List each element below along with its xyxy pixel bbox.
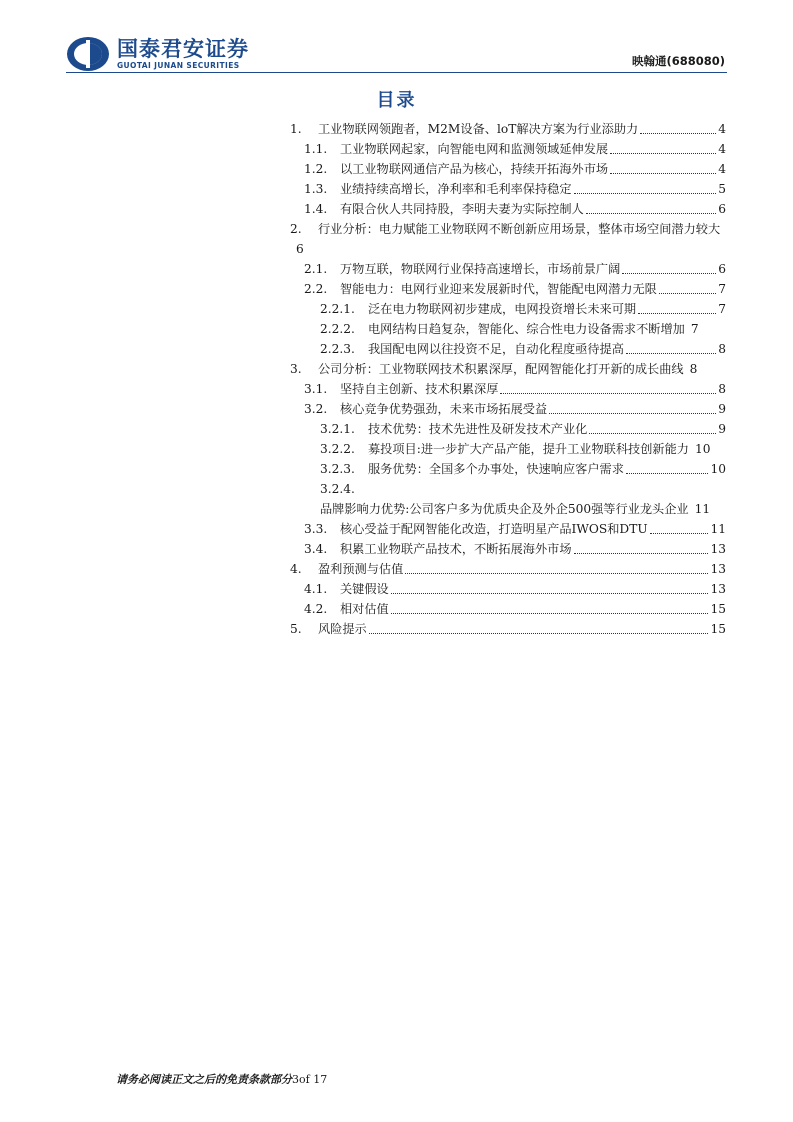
- toc-entry-page: 6: [718, 262, 726, 276]
- toc-entry[interactable]: [290, 179, 726, 199]
- toc-entry-page: 13: [710, 582, 726, 596]
- toc-entry-page: 4: [718, 142, 726, 156]
- toc-entry-page: 7: [718, 282, 726, 296]
- toc-entry-page: 15: [710, 622, 726, 636]
- toc-entry-number: 5.: [290, 622, 302, 636]
- toc-entry-page: 11: [710, 522, 726, 536]
- toc-entry-title: 品牌影响力优势:公司客户多为优质央企及外企500强等行业龙头企业: [320, 502, 689, 516]
- toc-entry[interactable]: [290, 339, 726, 359]
- toc-title: 目录: [376, 90, 417, 111]
- toc-leader-dots: [610, 153, 716, 154]
- toc-entry[interactable]: [290, 359, 726, 379]
- toc-leader-dots: [574, 193, 717, 194]
- toc-entry-number: 2.2.2.: [320, 322, 355, 336]
- toc-entry-title: 我国配电网以往投资不足，自动化程度亟待提高: [368, 342, 624, 356]
- toc-leader-dots: [391, 593, 709, 594]
- toc-leader-dots: [638, 313, 716, 314]
- toc-entry-title: 有限合伙人共同持股，李明夫妻为实际控制人: [340, 202, 584, 216]
- toc-entry-number: 1.2.: [304, 162, 328, 176]
- toc-entry-page: 8: [689, 362, 698, 376]
- toc-entry[interactable]: [290, 399, 726, 419]
- toc-entry[interactable]: [290, 159, 726, 179]
- toc-entry-page: 11: [694, 502, 711, 516]
- toc-entry[interactable]: [290, 119, 726, 139]
- toc-entry-title: 核心竞争优势强劲，未来市场拓展受益: [340, 402, 548, 416]
- toc-entry-title: 业绩持续高增长，净利率和毛利率保持稳定: [340, 182, 572, 196]
- toc-entry-number: 2.1.: [304, 262, 328, 276]
- toc-entry[interactable]: [290, 479, 726, 519]
- toc-entry[interactable]: [290, 519, 726, 539]
- toc-entry-page: 10: [710, 462, 726, 476]
- logo-chinese-name: 国泰君安证券: [117, 37, 249, 61]
- toc-entry-title: 盈利预测与估值: [318, 562, 404, 576]
- toc-entry-number: 3.2.: [304, 402, 328, 416]
- toc-leader-dots: [610, 173, 716, 174]
- toc-entry-title: 募投项目:进一步扩大产品产能，提升工业物联科技创新能力: [368, 442, 689, 456]
- toc-entry[interactable]: [290, 219, 726, 259]
- toc-entry-number: 1.4.: [304, 202, 328, 216]
- toc-entry-number: 2.2.: [304, 282, 328, 296]
- toc-entry-number: 1.3.: [304, 182, 328, 196]
- toc-entry-title: 相对估值: [340, 602, 389, 616]
- toc-entry[interactable]: [290, 439, 726, 459]
- toc-entry-number: 3.: [290, 362, 302, 376]
- toc-leader-dots: [391, 613, 709, 614]
- toc-entry-title: 工业物联网领跑者，M2M设备、loT解决方案为行业添助力: [318, 122, 639, 136]
- header-divider: [66, 72, 727, 73]
- toc-leader-dots: [626, 473, 709, 474]
- toc-entry[interactable]: [290, 559, 726, 579]
- table-of-contents: [290, 119, 726, 639]
- logo-emblem-icon: [66, 36, 110, 72]
- toc-entry-title: 智能电力：电网行业迎来发展新时代，智能配电网潜力无限: [340, 282, 657, 296]
- toc-entry-page: 9: [718, 402, 726, 416]
- toc-entry-title: 行业分析：电力赋能工业物联网不断创新应用场景，整体市场空间潜力较大: [318, 222, 721, 236]
- toc-entry-title: 积累工业物联产品技术，不断拓展海外市场: [340, 542, 572, 556]
- toc-leader-dots: [500, 393, 716, 394]
- footer-disclaimer: 请务必阅读正文之后的免责条款部分: [116, 1073, 292, 1086]
- toc-entry-title: 万物互联，物联网行业保持高速增长，市场前景广阔: [340, 262, 621, 276]
- toc-entry[interactable]: [290, 539, 726, 559]
- toc-entry-number: 3.1.: [304, 382, 328, 396]
- toc-entry-page: 6: [718, 202, 726, 216]
- toc-entry-page: 5: [718, 182, 726, 196]
- toc-entry[interactable]: [290, 619, 726, 639]
- toc-leader-dots: [650, 533, 709, 534]
- toc-entry-number: 1.: [290, 122, 302, 136]
- toc-entry[interactable]: [290, 579, 726, 599]
- toc-leader-dots: [405, 573, 708, 574]
- footer: [116, 1071, 327, 1087]
- toc-entry-title: 技术优势：技术先进性及研发技术产业化: [368, 422, 588, 436]
- toc-entry[interactable]: [290, 139, 726, 159]
- toc-entry-page: 6: [296, 242, 304, 256]
- toc-leader-dots: [549, 413, 716, 414]
- toc-entry[interactable]: [290, 199, 726, 219]
- company-logo: [66, 36, 249, 72]
- toc-entry-title: 电网结构日趋复杂，智能化、综合性电力设备需求不断增加: [368, 322, 685, 336]
- logo-english-name: GUOTAI JUNAN SECURITIES: [117, 61, 240, 70]
- toc-leader-dots: [626, 353, 716, 354]
- toc-leader-dots: [589, 433, 716, 434]
- toc-entry[interactable]: [290, 319, 726, 339]
- toc-entry-number: 3.2.4.: [320, 482, 355, 496]
- toc-entry-page: 13: [710, 562, 726, 576]
- toc-entry-page: 9: [718, 422, 726, 436]
- toc-entry[interactable]: [290, 259, 726, 279]
- toc-entry-title: 核心受益于配网智能化改造，打造明星产品IWOS和DTU: [340, 522, 648, 536]
- toc-leader-dots: [622, 273, 716, 274]
- toc-entry-number: 3.2.3.: [320, 462, 355, 476]
- toc-leader-dots: [659, 293, 716, 294]
- footer-page-number: 3of 17: [292, 1073, 328, 1086]
- toc-entry-number: 3.4.: [304, 542, 328, 556]
- toc-entry-page: 8: [718, 342, 726, 356]
- toc-entry-number: 4.: [290, 562, 302, 576]
- toc-entry-title: 关键假设: [340, 582, 389, 596]
- toc-entry[interactable]: [290, 379, 726, 399]
- toc-entry-number: 3.3.: [304, 522, 328, 536]
- toc-leader-dots: [586, 213, 716, 214]
- toc-entry[interactable]: [290, 419, 726, 439]
- toc-entry-title: 坚持自主创新、技术积累深厚: [340, 382, 499, 396]
- toc-entry-number: 4.1.: [304, 582, 328, 596]
- toc-entry-page: 13: [710, 542, 726, 556]
- toc-entry[interactable]: [290, 279, 726, 299]
- toc-leader-dots: [574, 553, 709, 554]
- toc-entry[interactable]: [290, 299, 726, 319]
- toc-entry-page: 10: [694, 442, 711, 456]
- toc-entry-page: 7: [718, 302, 726, 316]
- toc-entry[interactable]: [290, 599, 726, 619]
- toc-entry-page: 4: [718, 122, 726, 136]
- toc-entry-number: 3.2.1.: [320, 422, 355, 436]
- toc-entry-number: 4.2.: [304, 602, 328, 616]
- toc-entry-title: 工业物联网起家，向智能电网和监测领域延伸发展: [340, 142, 609, 156]
- toc-entry-title: 服务优势：全国多个办事处，快速响应客户需求: [368, 462, 624, 476]
- toc-entry-title: 公司分析：工业物联网技术积累深厚，配网智能化打开新的成长曲线: [318, 362, 684, 376]
- toc-leader-dots: [369, 633, 709, 634]
- toc-entry-page: 7: [690, 322, 699, 336]
- toc-entry-number: 2.2.3.: [320, 342, 355, 356]
- toc-entry-page: 4: [718, 162, 726, 176]
- toc-entry-number: 1.1.: [304, 142, 328, 156]
- toc-entry-number: 2.: [290, 222, 302, 236]
- toc-leader-dots: [640, 133, 716, 134]
- toc-entry-title: 风险提示: [318, 622, 367, 636]
- toc-entry-number: 3.2.2.: [320, 442, 355, 456]
- toc-entry-page: 8: [718, 382, 726, 396]
- toc-entry-title: 泛在电力物联网初步建成，电网投资增长未来可期: [368, 302, 637, 316]
- company-ticker: 映翰通(688080): [631, 54, 725, 68]
- toc-entry-number: 2.2.1.: [320, 302, 355, 316]
- toc-entry[interactable]: [290, 459, 726, 479]
- toc-entry-title: 以工业物联网通信产品为核心，持续开拓海外市场: [340, 162, 609, 176]
- toc-entry-page: 15: [710, 602, 726, 616]
